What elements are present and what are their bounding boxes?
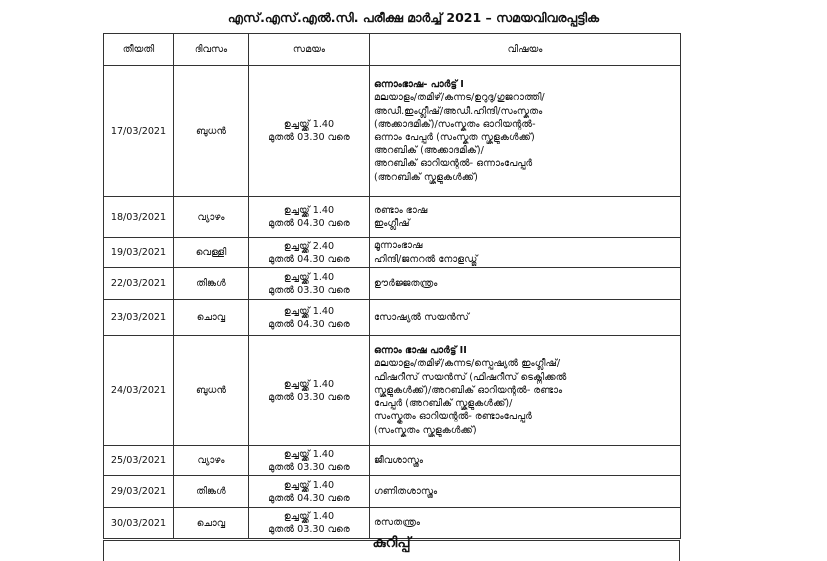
exam-subject	[370, 508, 681, 539]
exam-subject	[370, 268, 681, 300]
subject-line: ഊർജ്ജതന്ത്രം	[374, 277, 438, 289]
subject-line: ഒന്നാം പേപ്പർ (സംസ്കൃത സ്കൂളുകൾക്ക്)	[374, 132, 535, 143]
subject-line: മൂന്നാംഭാഷ	[374, 240, 423, 252]
time-line: ഉച്ചയ്ക്ക് 1.40	[283, 378, 335, 390]
subject-line: രസതന്ത്രം	[374, 517, 421, 529]
header-subject: വിഷയം	[370, 34, 681, 66]
time-line: മുതൽ 03.30 വരെ	[268, 284, 350, 296]
subject-line: (അക്കാദമിക്)/സംസ്കൃതം ഓറിയന്റൽ-	[374, 118, 536, 130]
time-line: ഉച്ചയ്ക്ക് 1.40	[283, 479, 335, 491]
time-line: മുതൽ 04.30 വരെ	[268, 318, 350, 330]
subject-line: ഗണിതശാസ്ത്രം	[374, 485, 438, 497]
exam-day: ചൊവ്വ	[174, 300, 249, 336]
exam-date: 30/03/2021	[104, 508, 174, 539]
header-date: തീയതി	[104, 34, 174, 66]
subject-line: ഫിഷറീസ് സയൻസ് (ഫിഷറീസ് ടെക്നിക്കൽ	[374, 371, 567, 383]
exam-date: 19/03/2021	[104, 238, 174, 268]
table-row	[104, 476, 681, 508]
exam-subject	[370, 66, 681, 197]
subject-line: അറബിക് ഓറിയന്റൽ- ഒന്നാംപേപ്പർ	[374, 158, 533, 170]
time-line: മുതൽ 03.30 വരെ	[268, 461, 350, 473]
subject-line: രണ്ടാം ഭാഷ	[374, 204, 428, 216]
header-time: സമയം	[249, 34, 370, 66]
exam-time	[249, 197, 370, 238]
exam-date: 29/03/2021	[104, 476, 174, 508]
table-row	[104, 268, 681, 300]
exam-time	[249, 476, 370, 508]
table-row	[104, 508, 681, 539]
exam-day: വ്യാഴം	[174, 197, 249, 238]
exam-day: ബുധൻ	[174, 66, 249, 197]
exam-time	[249, 66, 370, 197]
notes-heading: കുറിപ്പ്	[372, 535, 411, 551]
exam-date: 18/03/2021	[104, 197, 174, 238]
subject-line: ഹിന്ദി/ജനറൽ നോളഡ്ജ്	[374, 253, 478, 265]
subject-line: അറബിക് (അക്കാദമിക്)/	[374, 145, 484, 157]
exam-date: 25/03/2021	[104, 446, 174, 476]
subject-line: (സംസ്കൃതം സ്കൂളുകൾക്ക്)	[374, 424, 477, 436]
exam-day: വ്യാഴം	[174, 446, 249, 476]
exam-timetable	[103, 33, 681, 539]
exam-date: 23/03/2021	[104, 300, 174, 336]
subject-line: അഡീ.ഇംഗ്ലീഷ്/അഡീ.ഹിന്ദി/സംസ്കൃതം	[374, 105, 543, 117]
table-row	[104, 336, 681, 446]
exam-day: വെള്ളി	[174, 238, 249, 268]
exam-date: 17/03/2021	[104, 66, 174, 197]
table-row	[104, 300, 681, 336]
header-row	[104, 34, 681, 66]
table-row	[104, 66, 681, 197]
subject-line: സ്കൂളുകൾക്ക്)/അറബിക് ഓറിയന്റൽ- രണ്ടാം	[374, 384, 563, 396]
time-line: മുതൽ 03.30 വരെ	[268, 132, 350, 143]
subject-line: ഇംഗ്ലീഷ്	[374, 218, 410, 229]
exam-subject	[370, 336, 681, 446]
exam-date: 24/03/2021	[104, 336, 174, 446]
subject-line: മലയാളം/തമിഴ്/കന്നട/സ്പെഷ്യൽ ഇംഗ്ലീഷ്/	[374, 358, 561, 370]
exam-time	[249, 238, 370, 268]
subject-line: പേപ്പർ (അറബിക് സ്കൂളുകൾക്ക്)/	[374, 398, 513, 410]
exam-subject	[370, 446, 681, 476]
exam-time	[249, 446, 370, 476]
header-day: ദിവസം	[174, 34, 249, 66]
table-row	[104, 197, 681, 238]
time-line: ഉച്ചയ്ക്ക് 1.40	[283, 205, 335, 216]
exam-time	[249, 336, 370, 446]
time-line: ഉച്ചയ്ക്ക് 1.40	[283, 511, 335, 522]
time-line: മുതൽ 04.30 വരെ	[268, 218, 350, 229]
exam-subject	[370, 238, 681, 268]
time-line: ഉച്ചയ്ക്ക് 1.40	[283, 448, 335, 460]
time-line: മുതൽ 04.30 വരെ	[268, 492, 350, 504]
exam-subject	[370, 476, 681, 508]
subject-line: ജീവശാസ്ത്രം	[374, 454, 424, 466]
time-line: മുതൽ 04.30 വരെ	[268, 253, 350, 265]
time-line: മുതൽ 03.30 വരെ	[268, 524, 350, 535]
exam-day: തിങ്കൾ	[174, 268, 249, 300]
exam-subject	[370, 197, 681, 238]
exam-day: ചൊവ്വ	[174, 508, 249, 539]
subject-line: സംസ്കൃതം ഓറിയന്റൽ- രണ്ടാംപേപ്പർ	[374, 411, 532, 423]
subject-line: (അറബിക് സ്കൂളുകൾക്ക്)	[374, 171, 478, 183]
subject-line: മലയാളം/തമിഴ്/കന്നട/ഉറുദു/ഗുജറാത്തി/	[374, 92, 545, 104]
time-line: ഉച്ചയ്ക്ക് 2.40	[283, 240, 335, 252]
subject-line: സോഷ്യൽ സയൻസ്	[374, 311, 469, 323]
subject-heading: ഒന്നാം ഭാഷ പാർട്ട് II	[374, 345, 467, 357]
exam-time	[249, 508, 370, 539]
page-title: എസ്.എസ്.എൽ.സി. പരീക്ഷ മാർച്ച് 2021 – സമയവിവരപ്പട്ടിക	[227, 10, 600, 25]
exam-time	[249, 268, 370, 300]
subject-heading: ഒന്നാംഭാഷ- പാർട്ട് I	[374, 79, 464, 91]
table-row	[104, 446, 681, 476]
time-line: ഉച്ചയ്ക്ക് 1.40	[283, 119, 335, 130]
exam-day: ബുധൻ	[174, 336, 249, 446]
table-row	[104, 238, 681, 268]
exam-time	[249, 300, 370, 336]
exam-day: തിങ്കൾ	[174, 476, 249, 508]
exam-date: 22/03/2021	[104, 268, 174, 300]
exam-subject	[370, 300, 681, 336]
time-line: മുതൽ 03.30 വരെ	[268, 391, 350, 403]
time-line: ഉച്ചയ്ക്ക് 1.40	[283, 305, 335, 317]
time-line: ഉച്ചയ്ക്ക് 1.40	[283, 271, 335, 283]
